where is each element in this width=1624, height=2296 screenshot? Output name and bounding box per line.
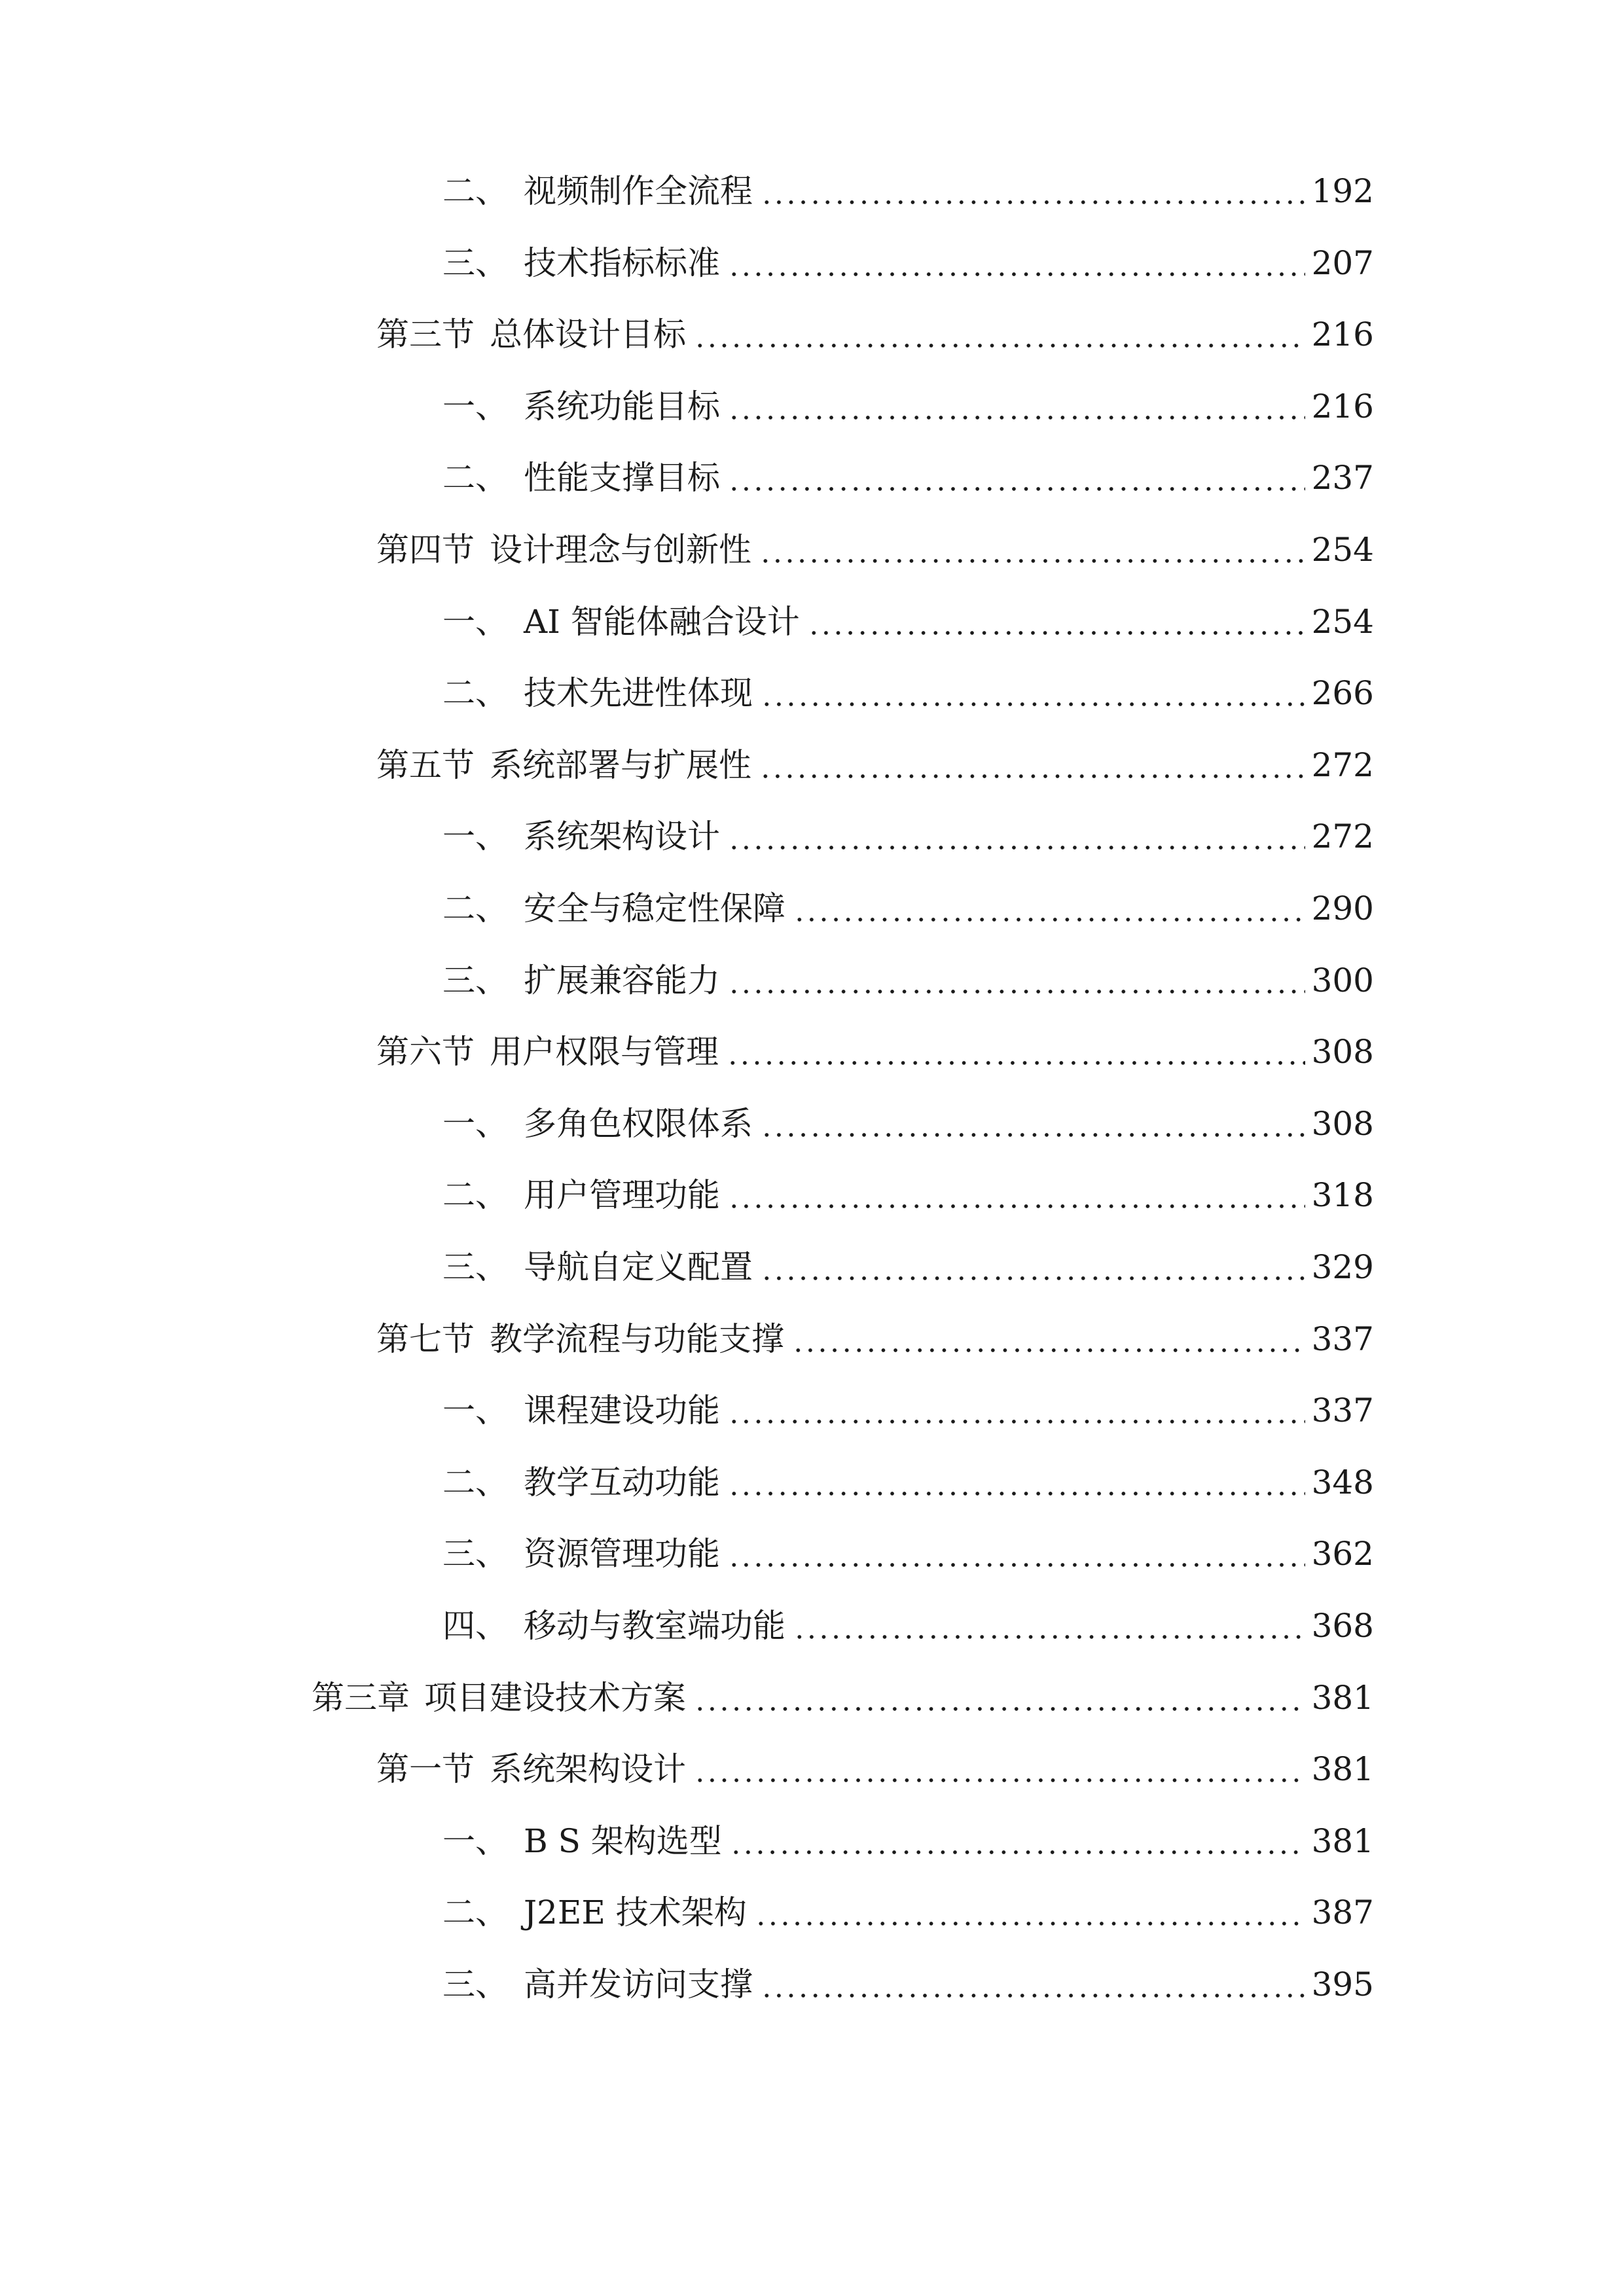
toc-dot-leader [694, 1681, 1305, 1714]
toc-entry-label [442, 1248, 753, 1286]
toc-entry-title: 用户管理功能 [524, 1176, 720, 1215]
toc-page-number: 381 [1311, 1821, 1374, 1860]
toc-entry-label [442, 961, 720, 999]
toc-entry-number: 三、 [442, 1965, 508, 2003]
toc-entry-title: 系统部署与扩展性 [490, 745, 751, 784]
toc-page-number: 395 [1311, 1965, 1374, 2003]
toc-page-number: 192 [1311, 172, 1374, 210]
toc-entry-title: 项目建设技术方案 [424, 1678, 686, 1717]
toc-entry-label [442, 172, 753, 210]
toc-dot-leader [761, 677, 1305, 709]
toc-entry-number: 第一节 [376, 1750, 475, 1789]
toc-entry-label [376, 315, 686, 354]
toc-entry-label [442, 1176, 720, 1215]
toc-entry-chapter[interactable] [312, 1672, 1374, 1724]
toc-dot-leader [730, 1825, 1305, 1857]
toc-entry-item[interactable] [442, 1600, 1374, 1652]
toc-entry-number: 三、 [442, 243, 508, 282]
toc-entry-title: 设计理念与创新性 [490, 531, 751, 569]
toc-entry-number: 二、 [442, 1176, 508, 1215]
toc-entry-section[interactable] [376, 1743, 1374, 1795]
toc-entry-section[interactable] [376, 1026, 1374, 1078]
toc-page-number: 337 [1311, 1391, 1374, 1430]
toc-entry-number: 一、 [442, 817, 508, 856]
toc-entry-title: 视频制作全流程 [524, 172, 753, 210]
toc-dot-leader [761, 1968, 1305, 2001]
toc-entry-title: 系统功能目标 [524, 387, 720, 425]
toc-entry-title: 扩展兼容能力 [524, 961, 720, 999]
toc-entry-title: 用户权限与管理 [490, 1033, 719, 1071]
toc-dot-leader [728, 1394, 1305, 1427]
toc-dot-leader [728, 1179, 1305, 1211]
toc-entry-number: 第七节 [376, 1319, 475, 1358]
toc-entry-number: 一、 [442, 1391, 508, 1430]
toc-entry-item[interactable] [442, 1886, 1374, 1939]
toc-entry-number: 第六节 [376, 1033, 475, 1071]
toc-page-number: 308 [1311, 1104, 1374, 1143]
toc-entry-number: 三、 [442, 961, 508, 999]
toc-entry-title: J2EE 技术架构 [524, 1893, 747, 1932]
toc-page-number: 254 [1311, 531, 1374, 569]
toc-dot-leader [808, 605, 1305, 638]
toc-dot-leader [728, 820, 1305, 853]
toc-page-number: 237 [1311, 459, 1374, 497]
toc-entry-number: 三、 [442, 1248, 508, 1286]
toc-entry-title: 总体设计目标 [490, 315, 686, 354]
toc-dot-leader [793, 892, 1305, 925]
toc-entry-number: 二、 [442, 172, 508, 210]
toc-page-number: 216 [1311, 387, 1374, 425]
toc-entry-label [442, 1535, 720, 1573]
toc-entry-item[interactable] [442, 1169, 1374, 1221]
toc-entry-number: 第三节 [376, 315, 475, 354]
toc-entry-label [442, 1821, 722, 1860]
toc-dot-leader [694, 1753, 1305, 1785]
toc-entry-title: 资源管理功能 [524, 1535, 720, 1573]
toc-entry-item[interactable] [442, 380, 1374, 433]
toc-entry-title: 安全与稳定性保障 [524, 889, 785, 927]
toc-entry-section[interactable] [376, 524, 1374, 576]
toc-entry-label [442, 243, 720, 282]
toc-page-number: 266 [1311, 674, 1374, 713]
toc-entry-item[interactable] [442, 667, 1374, 719]
toc-dot-leader [728, 461, 1305, 494]
toc-entry-number: 二、 [442, 889, 508, 927]
toc-entry-title: 课程建设功能 [524, 1391, 720, 1430]
toc-page-number: 300 [1311, 961, 1374, 999]
toc-entry-title: 移动与教室端功能 [524, 1607, 785, 1645]
toc-entry-title: 系统架构设计 [490, 1750, 686, 1789]
toc-entry-number: 二、 [442, 674, 508, 713]
toc-entry-label [442, 1965, 753, 2003]
toc-dot-leader [728, 247, 1305, 279]
toc-entry-number: 第五节 [376, 745, 475, 784]
toc-entry-item[interactable] [442, 452, 1374, 504]
toc-page-number: 318 [1311, 1176, 1374, 1215]
toc-entry-label [376, 531, 751, 569]
toc-page-number: 368 [1311, 1607, 1374, 1645]
toc-dot-leader [792, 1323, 1305, 1355]
toc-entry-number: 一、 [442, 602, 508, 641]
toc-entry-title: AI 智能体融合设计 [524, 602, 800, 641]
toc-entry-title: 性能支撑目标 [524, 459, 720, 497]
toc-entry-label [442, 459, 720, 497]
toc-entry-title: 技术先进性体现 [524, 674, 753, 713]
toc-page-number: 272 [1311, 745, 1374, 784]
toc-entry-item[interactable] [442, 237, 1374, 289]
toc-entry-number: 一、 [442, 1821, 508, 1860]
toc-page-number: 329 [1311, 1248, 1374, 1286]
toc-page-number: 348 [1311, 1463, 1374, 1501]
toc-dot-leader [694, 318, 1305, 351]
toc-entry-item[interactable] [442, 954, 1374, 1007]
toc-entry-label [442, 387, 720, 425]
toc-entry-number: 二、 [442, 1463, 508, 1501]
toc-entry-number: 第三章 [312, 1678, 410, 1717]
toc-page-number: 216 [1311, 315, 1374, 354]
toc-entry-label [376, 1319, 784, 1358]
toc-entry-number: 三、 [442, 1535, 508, 1573]
toc-entry-title: 多角色权限体系 [524, 1104, 753, 1143]
toc-entry-number: 二、 [442, 1893, 508, 1932]
toc-dot-leader [759, 749, 1305, 781]
toc-dot-leader [728, 390, 1305, 423]
toc-entry-item[interactable] [442, 1958, 1374, 2011]
toc-page-number: 290 [1311, 889, 1374, 927]
toc-entry-label [442, 1463, 720, 1501]
toc-entry-label [442, 1104, 753, 1143]
toc-entry-title: 系统架构设计 [524, 817, 720, 856]
toc-page-number: 272 [1311, 817, 1374, 856]
toc-entry-label [442, 1607, 785, 1645]
toc-entry-item[interactable] [442, 1528, 1374, 1580]
toc-dot-leader [793, 1609, 1305, 1642]
toc-entry-title: 教学互动功能 [524, 1463, 720, 1501]
toc-entry-label [442, 602, 800, 641]
toc-page-number: 362 [1311, 1535, 1374, 1573]
toc-dot-leader [761, 1107, 1305, 1140]
toc-entry-label [312, 1678, 686, 1717]
toc-entry-label [376, 745, 751, 784]
toc-entry-label [376, 1750, 686, 1789]
toc-entry-label [442, 889, 785, 927]
toc-page-number: 381 [1311, 1750, 1374, 1789]
toc-dot-leader [727, 1035, 1305, 1068]
toc-entry-section[interactable] [376, 308, 1374, 361]
toc-dot-leader [728, 1537, 1305, 1570]
toc-entry-number: 二、 [442, 459, 508, 497]
toc-entry-number: 一、 [442, 1104, 508, 1143]
toc-entry-item[interactable] [442, 165, 1374, 217]
toc-entry-label [442, 674, 753, 713]
toc-dot-leader [759, 533, 1305, 566]
toc-dot-leader [728, 1466, 1305, 1499]
toc-entry-title: B S 架构选型 [524, 1821, 722, 1860]
toc-entry-title: 导航自定义配置 [524, 1248, 753, 1286]
toc-entry-number: 第四节 [376, 531, 475, 569]
toc-page-number: 387 [1311, 1893, 1374, 1932]
toc-entry-title: 教学流程与功能支撑 [490, 1319, 784, 1358]
toc-page-number: 207 [1311, 243, 1374, 282]
toc-entry-section[interactable] [376, 739, 1374, 791]
toc-entry-item[interactable] [442, 1815, 1374, 1867]
toc-entry-item[interactable] [442, 596, 1374, 648]
toc-page-number: 381 [1311, 1678, 1374, 1717]
toc-entry-item[interactable] [442, 1384, 1374, 1437]
toc-entry-item[interactable] [442, 1241, 1374, 1293]
toc-page-number: 254 [1311, 602, 1374, 641]
toc-entry-number: 一、 [442, 387, 508, 425]
toc-page-number: 337 [1311, 1319, 1374, 1358]
toc-entry-item[interactable] [442, 1456, 1374, 1509]
toc-entry-label [442, 1391, 720, 1430]
toc-entry-item[interactable] [442, 810, 1374, 863]
toc-entry-item[interactable] [442, 1098, 1374, 1150]
toc-entry-label [442, 1893, 747, 1932]
toc-entry-item[interactable] [442, 882, 1374, 935]
toc-entry-number: 四、 [442, 1607, 508, 1645]
toc-entry-label [376, 1033, 719, 1071]
toc-dot-leader [761, 1251, 1305, 1283]
toc-entry-label [442, 817, 720, 856]
toc-dot-leader [761, 175, 1305, 207]
toc-entry-title: 技术指标标准 [524, 243, 720, 282]
toc-entry-section[interactable] [376, 1313, 1374, 1365]
toc-page-number: 308 [1311, 1033, 1374, 1071]
toc-entry-title: 高并发访问支撑 [524, 1965, 753, 2003]
toc-dot-leader [755, 1896, 1305, 1929]
toc-dot-leader [728, 964, 1305, 997]
